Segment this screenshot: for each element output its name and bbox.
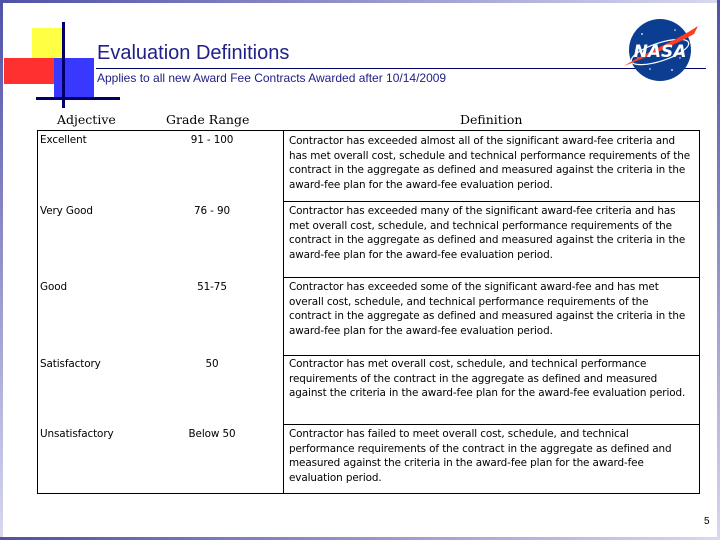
decor-yellow-square — [32, 28, 62, 58]
column-header-grade-range: Grade Range — [166, 112, 250, 127]
table-cell-adjective: Satisfactory — [40, 358, 101, 370]
table-row-divider — [283, 201, 700, 202]
title-underline — [96, 68, 706, 69]
table-row-divider — [283, 355, 700, 356]
table-cell-definition: Contractor has exceeded some of the significant award-fee and has met overall cost, schedule, and technical performance requirements of the contract in the aggregate as defined and measured against the criteria in the award-fee plan for the award-fee evaluation period. — [289, 281, 686, 337]
table-cell-adjective: Good — [40, 281, 67, 293]
table-cell-grade: 51-75 — [197, 281, 227, 293]
table-cell-grade: 50 — [205, 358, 219, 370]
decor-blue-square — [54, 58, 94, 98]
table-cell-definition: Contractor has exceeded many of the significant award-fee criteria and has met overall cost, schedule, and technical performance requirements of the contract in the aggregate as defined and measured against the criteria in the award-fee plan for the award-fee evaluation period. — [289, 205, 686, 261]
decor-horizontal-line — [36, 97, 120, 100]
table-cell-adjective: Unsatisfactory — [40, 428, 114, 440]
table-cell-definition: Contractor has exceeded almost all of the significant award-fee criteria and has met overall cost, schedule and technical performance requirements of the contract in the aggregate as defined and measured against the criteria in the award-fee plan for the award-fee evaluation period. — [289, 135, 691, 191]
slide-frame-top — [0, 0, 720, 3]
table-cell-adjective: Very Good — [40, 205, 93, 217]
table-cell-grade: Below 50 — [188, 428, 236, 440]
slide-subtitle: Applies to all new Award Fee Contracts Awarded after 10/14/2009 — [97, 71, 447, 85]
slide-frame-left — [0, 0, 3, 540]
table-cell-adjective: Excellent — [40, 134, 87, 146]
nasa-logo-icon — [620, 14, 700, 86]
table-row-divider — [283, 424, 700, 425]
decor-vertical-line — [62, 22, 65, 108]
table-column-divider — [283, 130, 284, 494]
table-cell-grade: 91 - 100 — [190, 134, 234, 146]
column-header-definition: Definition — [460, 112, 523, 127]
page-number: 5 — [704, 516, 710, 527]
column-header-adjective: Adjective — [57, 112, 116, 127]
table-row-divider — [283, 277, 700, 278]
table-cell-definition: Contractor has met overall cost, schedule, and technical performance requirements of the contract in the aggregate as defined and measured against the criteria in the award-fee plan for the award-fee evaluation period. — [289, 358, 686, 400]
table-cell-grade: 76 - 90 — [193, 205, 231, 217]
decor-red-square — [4, 58, 54, 84]
table-cell-definition: Contractor has failed to meet overall cost, schedule, and technical performance requirements of the contract in the aggregate as defined and measured against the criteria in the award-fee plan for the award-fee evaluation period. — [289, 428, 672, 484]
nasa-logo-text: NASA — [633, 42, 687, 62]
slide-title: Evaluation Definitions — [97, 42, 290, 64]
